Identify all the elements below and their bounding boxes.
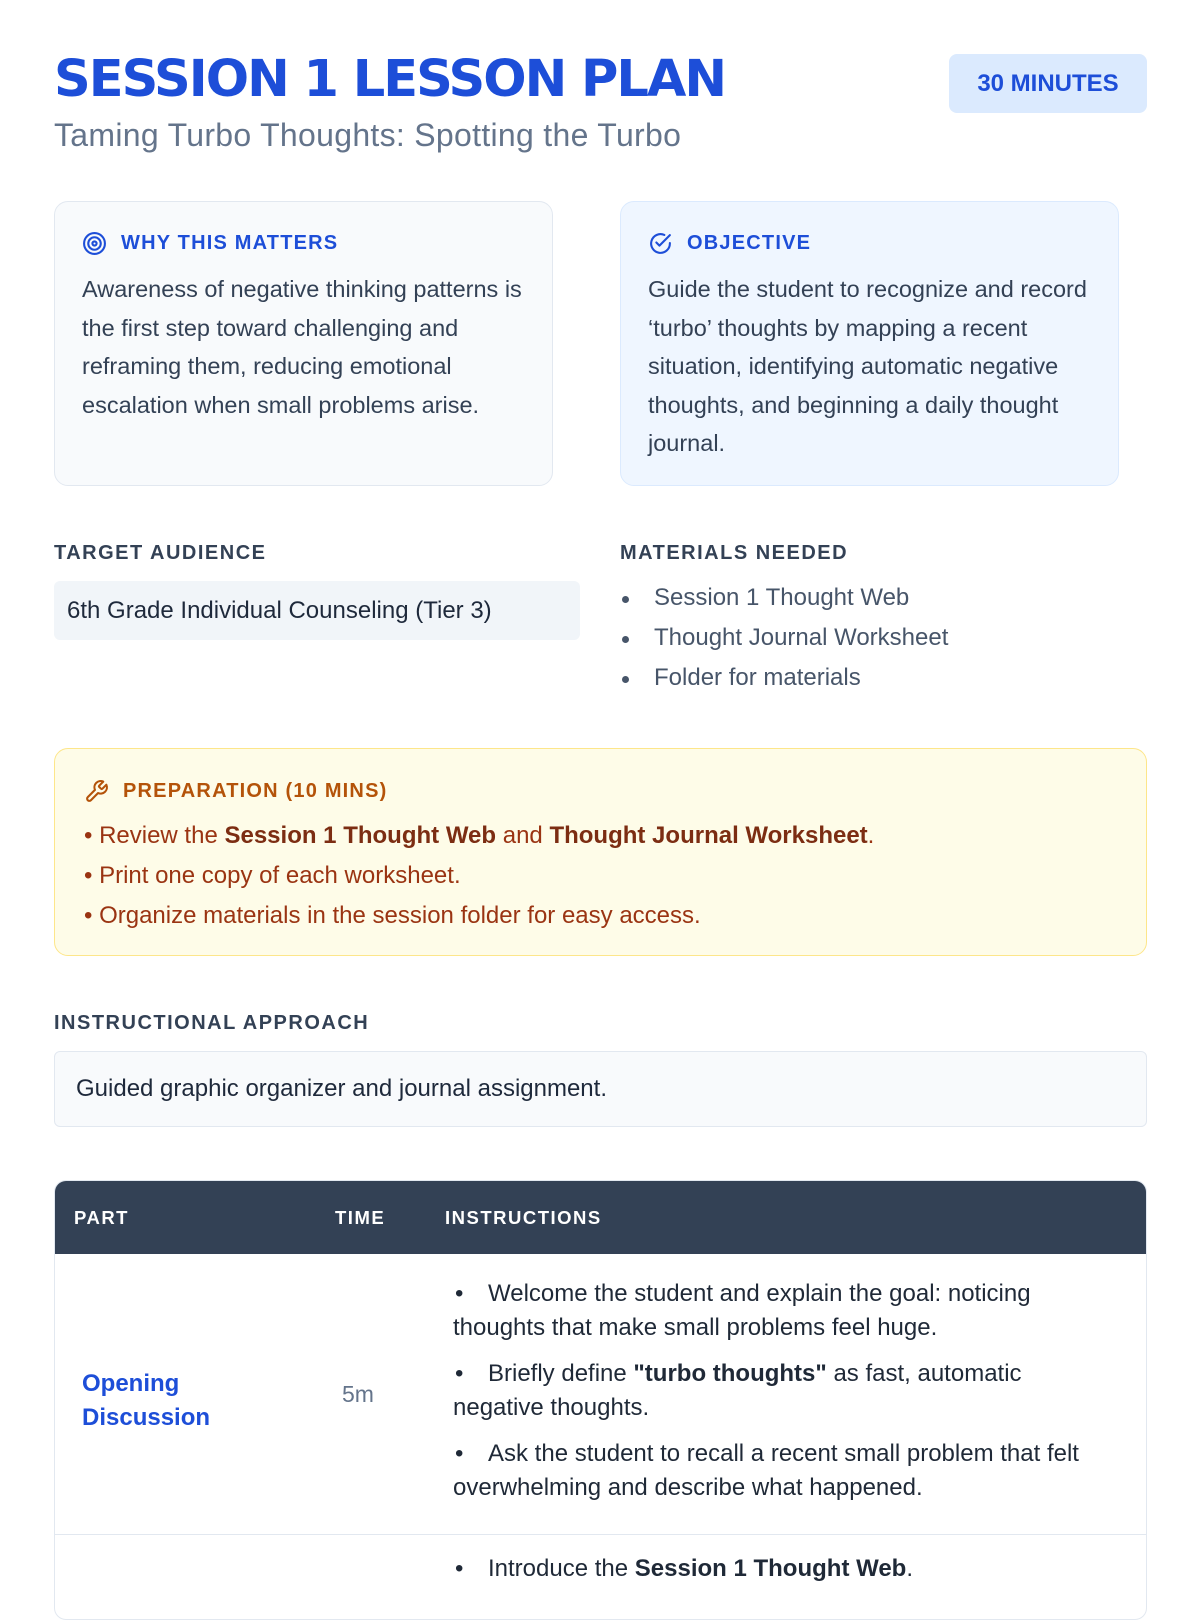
column-header-part: PART [74, 1207, 129, 1228]
list-item: Folder for materials [620, 658, 948, 698]
list-item: • Print one copy of each worksheet. [84, 862, 461, 889]
check-circle-icon [648, 231, 673, 256]
prep-bold-text: Thought Journal Worksheet [549, 822, 868, 849]
step-text: . [906, 1555, 914, 1582]
column-header-time: TIME [335, 1207, 386, 1228]
table-header [55, 1181, 1146, 1254]
preparation-label: PREPARATION (10 MINS) [123, 779, 388, 802]
prep-text: • Review the [84, 822, 225, 849]
duration-badge: 30 MINUTES [949, 54, 1147, 113]
row-instructions [453, 1277, 1113, 1517]
page-subtitle: Taming Turbo Thoughts: Spotting the Turbo [54, 117, 682, 153]
preparation-box [54, 748, 1147, 956]
row-instructions [453, 1552, 913, 1586]
step-text: Briefly define [488, 1360, 634, 1387]
list-item: • Organize materials in the session folder for easy access. [84, 902, 701, 929]
table-row [55, 1254, 1146, 1535]
header [54, 0, 1147, 200]
row-part: Opening Discussion [82, 1370, 211, 1431]
column-header-instructions: INSTRUCTIONS [445, 1207, 602, 1228]
prep-text: . [867, 822, 875, 849]
prep-bold-text: Session 1 Thought Web [224, 822, 497, 849]
objective-card-header [648, 228, 1118, 258]
step-text: as fast, automatic negative thoughts. [453, 1360, 1022, 1421]
why-card-text: Awareness of negative thinking patterns is the first step toward challenging and reframing them, reducing emotional escalation when small problems arise. [82, 276, 522, 418]
preparation-header [84, 776, 1146, 806]
list-item [453, 1357, 1113, 1425]
why-card-label: WHY THIS MATTERS [121, 231, 339, 254]
wrench-icon [84, 779, 109, 804]
why-card [54, 201, 553, 486]
lesson-plan-page [54, 0, 1147, 1582]
schedule-table [54, 1180, 1147, 1620]
info-cards [54, 201, 1147, 486]
step-text: Introduce the [488, 1555, 635, 1582]
list-item: • Welcome the student and explain the goal: noticing thoughts that make small problems feel huge. [453, 1277, 1113, 1345]
approach-label: INSTRUCTIONAL APPROACH [54, 1012, 370, 1034]
row-time: 5m [342, 1381, 374, 1407]
approach-value: Guided graphic organizer and journal assignment. [54, 1051, 1147, 1127]
audience-label: TARGET AUDIENCE [54, 542, 267, 564]
list-item [453, 1552, 913, 1586]
prep-text: and [496, 822, 550, 849]
list-item: Thought Journal Worksheet [620, 618, 948, 658]
materials-list [620, 578, 948, 698]
list-item: Session 1 Thought Web [620, 578, 948, 618]
preparation-list [84, 816, 1146, 936]
list-item [84, 816, 1146, 856]
audience-value: 6th Grade Individual Counseling (Tier 3) [54, 581, 580, 640]
page-title: SESSION 1 LESSON PLAN [54, 50, 726, 109]
why-card-header [82, 228, 552, 258]
step-bold-text: Session 1 Thought Web [634, 1555, 907, 1582]
table-row [55, 1535, 1146, 1620]
objective-card [620, 201, 1119, 486]
objective-card-text: Guide the student to recognize and record ‘turbo’ thoughts by mapping a recent situation, identifying automatic negative thoughts, and beginning a daily thought journal. [648, 276, 1087, 456]
target-icon [82, 231, 107, 256]
objective-card-label: OBJECTIVE [687, 231, 812, 254]
list-item: • Ask the student to recall a recent small problem that felt overwhelming and describe what happened. [453, 1437, 1113, 1505]
materials-label: MATERIALS NEEDED [620, 542, 849, 564]
step-bold-text: "turbo thoughts" [633, 1360, 827, 1387]
